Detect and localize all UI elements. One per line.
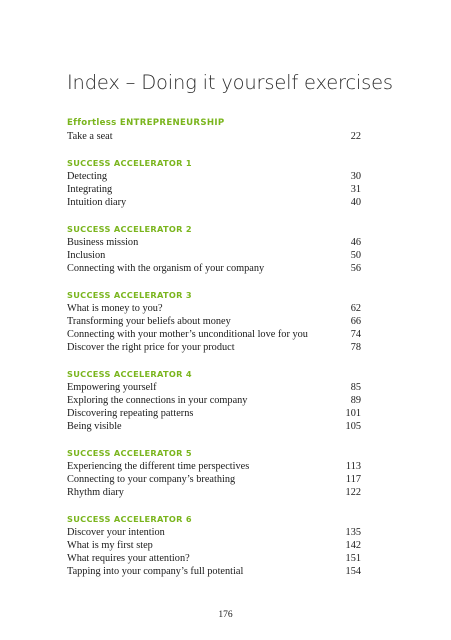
- index-entry: [67, 394, 361, 407]
- index-section: [67, 447, 361, 499]
- index-entry: [67, 552, 361, 565]
- entry-page: 105: [345, 421, 361, 432]
- entry-page: 40: [350, 197, 361, 208]
- index-section: [67, 117, 361, 143]
- index-entry: [67, 262, 361, 275]
- entry-page: 151: [345, 553, 361, 564]
- entry-page: 30: [350, 171, 361, 182]
- index-entry: [67, 236, 361, 249]
- entry-title: Connecting to your company’s breathing: [67, 474, 236, 485]
- entry-page: 117: [345, 474, 361, 485]
- entry-title: Tapping into your company’s full potential: [67, 566, 244, 577]
- entry-page: 50: [350, 250, 361, 261]
- entry-page: 22: [350, 131, 361, 142]
- entry-page: 85: [350, 382, 361, 393]
- index-entry: [67, 341, 361, 354]
- index-entry: [67, 196, 361, 209]
- index-entry: [67, 526, 361, 539]
- section-heading: Effortless ENTREPRENEURSHIP: [67, 118, 225, 128]
- entry-title: Business mission: [67, 237, 139, 248]
- index-section: [67, 513, 361, 578]
- entry-title: What is money to you?: [67, 303, 163, 314]
- entry-title: Integrating: [67, 184, 113, 195]
- index-entry: [67, 249, 361, 262]
- index-entry: [67, 460, 361, 473]
- entry-title: Exploring the connections in your company: [67, 395, 248, 406]
- entry-title: Being visible: [67, 421, 122, 432]
- entry-title: Rhythm diary: [67, 487, 124, 498]
- entry-page: 101: [345, 408, 361, 419]
- index-entry: [67, 302, 361, 315]
- entry-page: 154: [345, 566, 361, 577]
- entry-title: Empowering yourself: [67, 382, 157, 393]
- entry-title: What is my first step: [67, 540, 153, 551]
- index-entry: [67, 183, 361, 196]
- index-section: [67, 223, 361, 275]
- index-entry: [67, 420, 361, 433]
- entry-page: 113: [345, 461, 361, 472]
- entry-title: Connecting with the organism of your company: [67, 263, 265, 274]
- entry-title: Take a seat: [67, 131, 113, 142]
- entry-title: Detecting: [67, 171, 108, 182]
- index-section: [67, 157, 361, 209]
- entry-page: 122: [345, 487, 361, 498]
- index-section: [67, 289, 361, 354]
- section-heading: SUCCESS ACCELERATOR 1: [67, 158, 192, 168]
- page-number: 176: [218, 610, 233, 620]
- index-list: [67, 117, 361, 592]
- entry-title: Connecting with your mother’s unconditional love for you: [67, 329, 308, 340]
- index-entry: [67, 407, 361, 420]
- entry-title: Intuition diary: [67, 197, 127, 208]
- entry-page: 66: [350, 316, 361, 327]
- entry-title: Inclusion: [67, 250, 106, 261]
- entry-title: Transforming your beliefs about money: [67, 316, 231, 327]
- index-entry: [67, 130, 361, 143]
- section-heading: SUCCESS ACCELERATOR 2: [67, 224, 192, 234]
- index-entry: [67, 486, 361, 499]
- entry-page: 46: [350, 237, 361, 248]
- index-entry: [67, 473, 361, 486]
- section-heading: SUCCESS ACCELERATOR 5: [67, 448, 192, 458]
- entry-title: Discover the right price for your product: [67, 342, 235, 353]
- entry-title: What requires your attention?: [67, 553, 190, 564]
- entry-title: Discovering repeating patterns: [67, 408, 194, 419]
- index-entry: [67, 170, 361, 183]
- entry-title: Experiencing the different time perspectives: [67, 461, 250, 472]
- entry-page: 89: [350, 395, 361, 406]
- index-entry: [67, 565, 361, 578]
- entry-page: 62: [350, 303, 361, 314]
- index-entry: [67, 328, 361, 341]
- section-heading: SUCCESS ACCELERATOR 4: [67, 369, 192, 379]
- index-entry: [67, 539, 361, 552]
- index-section: [67, 368, 361, 433]
- index-entry: [67, 315, 361, 328]
- entry-page: 31: [350, 184, 361, 195]
- entry-page: 56: [350, 263, 361, 274]
- entry-page: 135: [345, 527, 361, 538]
- entry-page: 74: [350, 329, 361, 340]
- entry-title: Discover your intention: [67, 527, 165, 538]
- entry-page: 142: [345, 540, 361, 551]
- entry-page: 78: [350, 342, 361, 353]
- section-heading: SUCCESS ACCELERATOR 3: [67, 290, 192, 300]
- section-heading: SUCCESS ACCELERATOR 6: [67, 514, 192, 524]
- page-title: Index – Doing it yourself exercises: [67, 71, 393, 94]
- index-entry: [67, 381, 361, 394]
